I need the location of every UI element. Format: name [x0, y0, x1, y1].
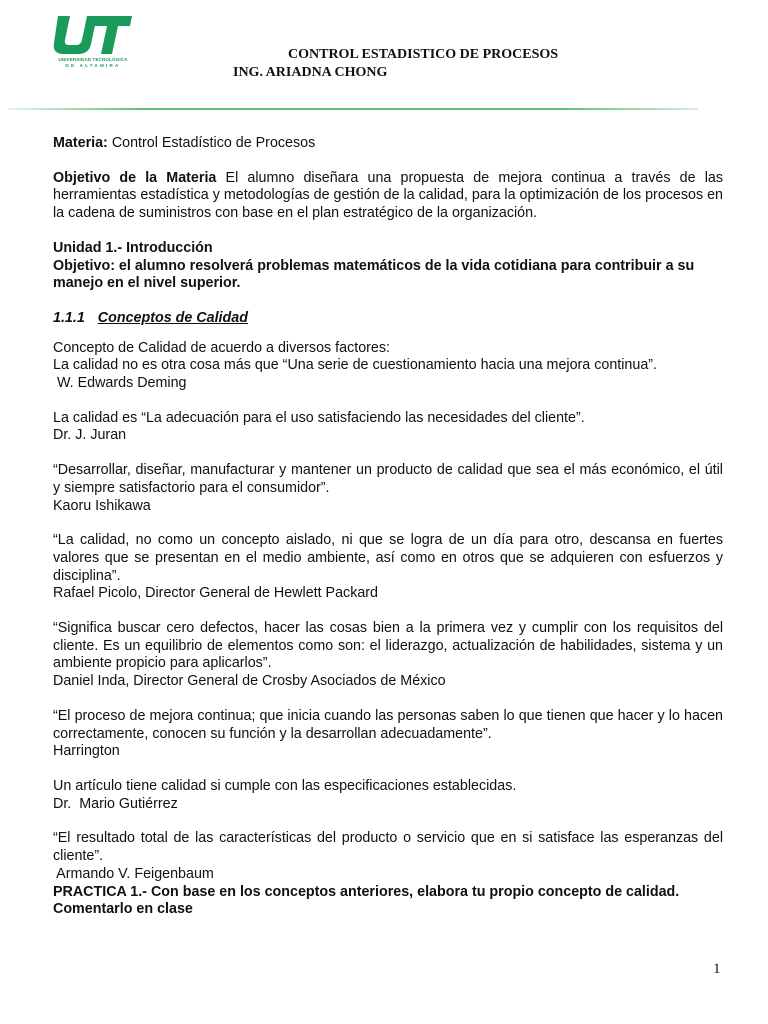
quote-block [53, 620, 723, 691]
quote-author: Kaoru Ishikawa [53, 497, 151, 514]
unidad-title: Unidad 1.- Introducción [53, 239, 213, 256]
objetivo-materia-label: Objetivo de la Materia [53, 169, 217, 186]
university-logo [52, 14, 134, 76]
section-number: 1.1.1 [53, 309, 85, 326]
quote-author: Daniel Inda, Director General de Crosby Asociados de México [53, 673, 446, 690]
intro-line: Concepto de Calidad de acuerdo a diversos factores: [53, 339, 390, 356]
quote-author: Rafael Picolo, Director General de Hewlett Packard [53, 585, 379, 602]
page-number: 1 [713, 961, 721, 977]
logo-subtitle-line-1: UNIVERSIDAD TECNOLÓGICA [58, 57, 128, 62]
quote-text: La calidad no es otra cosa más que “Una serie de cuestionamiento hacia una mejora continua”. [53, 357, 658, 374]
unidad-objective: Objetivo: el alumno resolverá problemas matemáticos de la vida cotidiana para contribuir a su manejo en el nivel superior. [53, 257, 695, 292]
quote-block [53, 532, 723, 603]
quote-text: “La calidad, no como un concepto aislado, ni que se logra de un día para otro, descansa en fuertes valores que se presentan en el medio ambiente, así como en otros que se adquieren con esfuerzos y disciplina”. [53, 532, 723, 584]
quote-text: Un artículo tiene calidad si cumple con las especificaciones establecidas. [53, 777, 517, 794]
quote-author: Armando V. Feigenbaum [53, 865, 214, 882]
quote-block [53, 778, 723, 813]
materia-line [53, 135, 723, 153]
instructor-name: ING. ARIADNA CHONG [233, 65, 388, 80]
quote-block [53, 708, 723, 761]
quote-text: La calidad es “La adecuación para el uso satisfaciendo las necesidades del cliente”. [53, 409, 585, 426]
practica-instruction: PRACTICA 1.- Con base en los conceptos anteriores, elabora tu propio concepto de calidad. Comentarlo en clase [53, 883, 680, 918]
objetivo-materia-text: El alumno diseñara una propuesta de mejora continua a través de las herramientas estadística y metodologías de gestión de la calidad, para la optimización de los procesos en la cadena de suministros con base en el plan estratégico de la organización. [53, 169, 723, 222]
quote-author: Harrington [53, 743, 120, 760]
quote-author: Dr. J. Juran [53, 427, 127, 444]
header-divider [8, 108, 698, 110]
section-title: Conceptos de Calidad [97, 309, 248, 326]
objetivo-materia [53, 170, 723, 223]
quote-block [53, 410, 723, 445]
quote-text: “El resultado total de las características del producto o servicio que en si satisface las esperanzas del cliente”. [53, 830, 723, 865]
logo-subtitle [52, 57, 134, 68]
quote-text: “Desarrollar, diseñar, manufacturar y mantener un producto de calidad que sea el más económico, el útil y siempre satisfactorio para el consumidor”. [53, 462, 723, 496]
document-body [53, 135, 723, 919]
quote-block [53, 357, 723, 392]
materia-label: Materia: [53, 135, 108, 151]
ut-logo-icon [52, 14, 134, 56]
quote-text: “Significa buscar cero defectos, hacer las cosas bien a la primera vez y cumplir con los requisitos del cliente. Es un equilibrio de elementos como son: el liderazgo, actualización de habilidades, sistema y un ambiente propicio para aplicarlos”. [53, 620, 723, 672]
quote-block [53, 462, 723, 515]
materia-value: Control Estadístico de Procesos [111, 135, 316, 151]
section-heading [53, 310, 723, 328]
logo-subtitle-line-2: DE ALTAMIRA [65, 62, 121, 68]
quote-text: “El proceso de mejora continua; que inicia cuando las personas saben lo que tienen que hacer y lo hacen correctamente, conocen su función y la desarrollan adecuadamente”. [53, 707, 723, 742]
course-title: CONTROL ESTADISTICO DE PROCESOS [288, 47, 559, 62]
quote-author: Dr. Mario Gutiérrez [53, 795, 178, 812]
quote-block [53, 830, 723, 883]
quote-author: W. Edwards Deming [53, 375, 187, 392]
